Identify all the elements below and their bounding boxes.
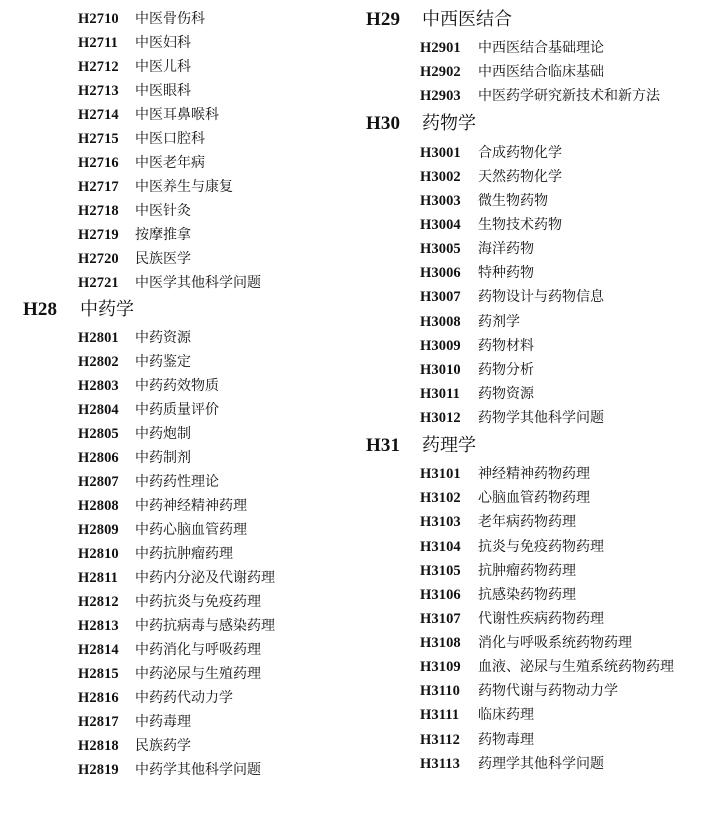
item-label: 中医老年病 [135, 155, 205, 171]
item-label: 中药资源 [135, 330, 191, 346]
item-label: 药剂学 [478, 314, 520, 330]
item-label: 中药学其他科学问题 [135, 762, 261, 778]
item-label: 民族医学 [135, 251, 191, 267]
item-label: 药物代谢与药物动力学 [478, 683, 618, 699]
item-code: H3111 [420, 707, 460, 723]
item-code: H2802 [78, 354, 119, 370]
item-label: 中西医结合基础理论 [478, 40, 604, 56]
item-label: 血液、泌尿与生殖系统药物药理 [478, 659, 674, 675]
item-code: H3012 [420, 410, 461, 426]
item-label: 中药内分泌及代谢药理 [135, 570, 275, 586]
item-label: 特种药物 [478, 265, 534, 281]
section-title: 药理学 [422, 435, 476, 456]
item-code: H2816 [78, 690, 119, 706]
item-label: 中药鉴定 [135, 354, 191, 370]
item-code: H3007 [420, 289, 461, 305]
item-code: H3112 [420, 732, 460, 748]
section-title: 药物学 [422, 113, 476, 134]
item-label: 中医妇科 [135, 35, 191, 51]
item-code: H3113 [420, 756, 460, 772]
item-label: 中药药性理论 [135, 474, 219, 490]
item-label: 合成药物化学 [478, 145, 562, 161]
item-code: H3107 [420, 611, 461, 627]
section-title: 中西医结合 [422, 9, 512, 30]
item-label: 中药消化与呼吸药理 [135, 642, 261, 658]
item-label: 中药药效物质 [135, 378, 219, 394]
item-code: H3003 [420, 193, 461, 209]
item-code: H2804 [78, 402, 119, 418]
item-code: H2720 [78, 251, 119, 267]
item-label: 中医口腔科 [135, 131, 205, 147]
item-label: 中药抗病毒与感染药理 [135, 618, 275, 634]
item-code: H3004 [420, 217, 461, 233]
item-code: H2819 [78, 762, 119, 778]
item-label: 中药抗炎与免疫药理 [135, 594, 261, 610]
item-label: 中医眼科 [135, 83, 191, 99]
item-code: H3106 [420, 587, 461, 603]
item-label: 中药炮制 [135, 426, 191, 442]
item-label: 抗肿瘤药物药理 [478, 563, 576, 579]
item-code: H3105 [420, 563, 461, 579]
item-label: 药物分析 [478, 362, 534, 378]
item-code: H2810 [78, 546, 119, 562]
item-code: H2710 [78, 11, 119, 27]
item-label: 抗感染药物药理 [478, 587, 576, 603]
section-code: H31 [366, 435, 401, 456]
section-code: H30 [366, 113, 401, 134]
item-label: 药物设计与药物信息 [478, 289, 604, 305]
item-label: 中药抗肿瘤药理 [135, 546, 233, 562]
item-code: H2801 [78, 330, 119, 346]
item-code: H3103 [420, 514, 461, 530]
item-code: H2903 [420, 88, 461, 104]
item-label: 中西医结合临床基础 [478, 64, 604, 80]
item-code: H3005 [420, 241, 461, 257]
item-code: H2901 [420, 40, 461, 56]
item-label: 代谢性疾病药物药理 [478, 611, 604, 627]
item-label: 抗炎与免疫药物药理 [478, 539, 604, 555]
item-label: 老年病药物药理 [478, 514, 576, 530]
item-code: H3006 [420, 265, 461, 281]
item-code: H2719 [78, 227, 119, 243]
item-label: 中药泌尿与生殖药理 [135, 666, 261, 682]
item-code: H2817 [78, 714, 119, 730]
item-label: 药物材料 [478, 338, 534, 354]
item-label: 中药心脑血管药理 [135, 522, 247, 538]
item-label: 中药毒理 [135, 714, 191, 730]
item-code: H3011 [420, 386, 460, 402]
item-label: 民族药学 [135, 738, 191, 754]
item-code: H2902 [420, 64, 461, 80]
item-label: 神经精神药物药理 [478, 466, 590, 482]
section-title: 中药学 [80, 299, 134, 320]
item-label: 中医药学研究新技术和新方法 [478, 88, 660, 104]
item-code: H2807 [78, 474, 119, 490]
item-code: H3001 [420, 145, 461, 161]
item-label: 临床药理 [478, 707, 534, 723]
item-code: H2818 [78, 738, 119, 754]
item-label: 中医儿科 [135, 59, 191, 75]
item-code: H2806 [78, 450, 119, 466]
item-code: H2721 [78, 275, 119, 291]
section-code: H28 [23, 299, 58, 320]
item-label: 药理学其他科学问题 [478, 756, 604, 772]
item-code: H2813 [78, 618, 119, 634]
item-label: 生物技术药物 [478, 217, 562, 233]
item-code: H2713 [78, 83, 119, 99]
item-code: H3009 [420, 338, 461, 354]
item-label: 按摩推拿 [135, 227, 191, 243]
item-code: H3110 [420, 683, 460, 699]
item-code: H3101 [420, 466, 461, 482]
item-label: 药物学其他科学问题 [478, 410, 604, 426]
item-code: H2815 [78, 666, 119, 682]
item-code: H3010 [420, 362, 461, 378]
item-code: H2712 [78, 59, 119, 75]
item-label: 药物毒理 [478, 732, 534, 748]
item-code: H3109 [420, 659, 461, 675]
item-code: H3002 [420, 169, 461, 185]
item-code: H2711 [78, 35, 118, 51]
item-code: H2718 [78, 203, 119, 219]
item-code: H2716 [78, 155, 119, 171]
item-label: 中医耳鼻喉科 [135, 107, 219, 123]
item-label: 微生物药物 [478, 193, 548, 209]
item-label: 心脑血管药物药理 [478, 490, 590, 506]
section-code: H29 [366, 9, 401, 30]
item-label: 中药神经精神药理 [135, 498, 247, 514]
item-label: 药物资源 [478, 386, 534, 402]
item-code: H2715 [78, 131, 119, 147]
item-code: H2812 [78, 594, 119, 610]
item-code: H2717 [78, 179, 119, 195]
item-code: H2809 [78, 522, 119, 538]
item-label: 中药质量评价 [135, 402, 219, 418]
item-label: 天然药物化学 [478, 169, 562, 185]
item-code: H2803 [78, 378, 119, 394]
item-code: H3104 [420, 539, 461, 555]
item-label: 海洋药物 [478, 241, 534, 257]
item-label: 中药药代动力学 [135, 690, 233, 706]
item-code: H3108 [420, 635, 461, 651]
item-label: 中药制剂 [135, 450, 191, 466]
item-code: H3102 [420, 490, 461, 506]
item-label: 消化与呼吸系统药物药理 [478, 635, 632, 651]
item-label: 中医骨伤科 [135, 11, 205, 27]
item-code: H2811 [78, 570, 118, 586]
item-label: 中医养生与康复 [135, 179, 233, 195]
item-code: H2805 [78, 426, 119, 442]
item-code: H2814 [78, 642, 119, 658]
item-label: 中医学其他科学问题 [135, 275, 261, 291]
item-label: 中医针灸 [135, 203, 191, 219]
item-code: H3008 [420, 314, 461, 330]
item-code: H2714 [78, 107, 119, 123]
item-code: H2808 [78, 498, 119, 514]
